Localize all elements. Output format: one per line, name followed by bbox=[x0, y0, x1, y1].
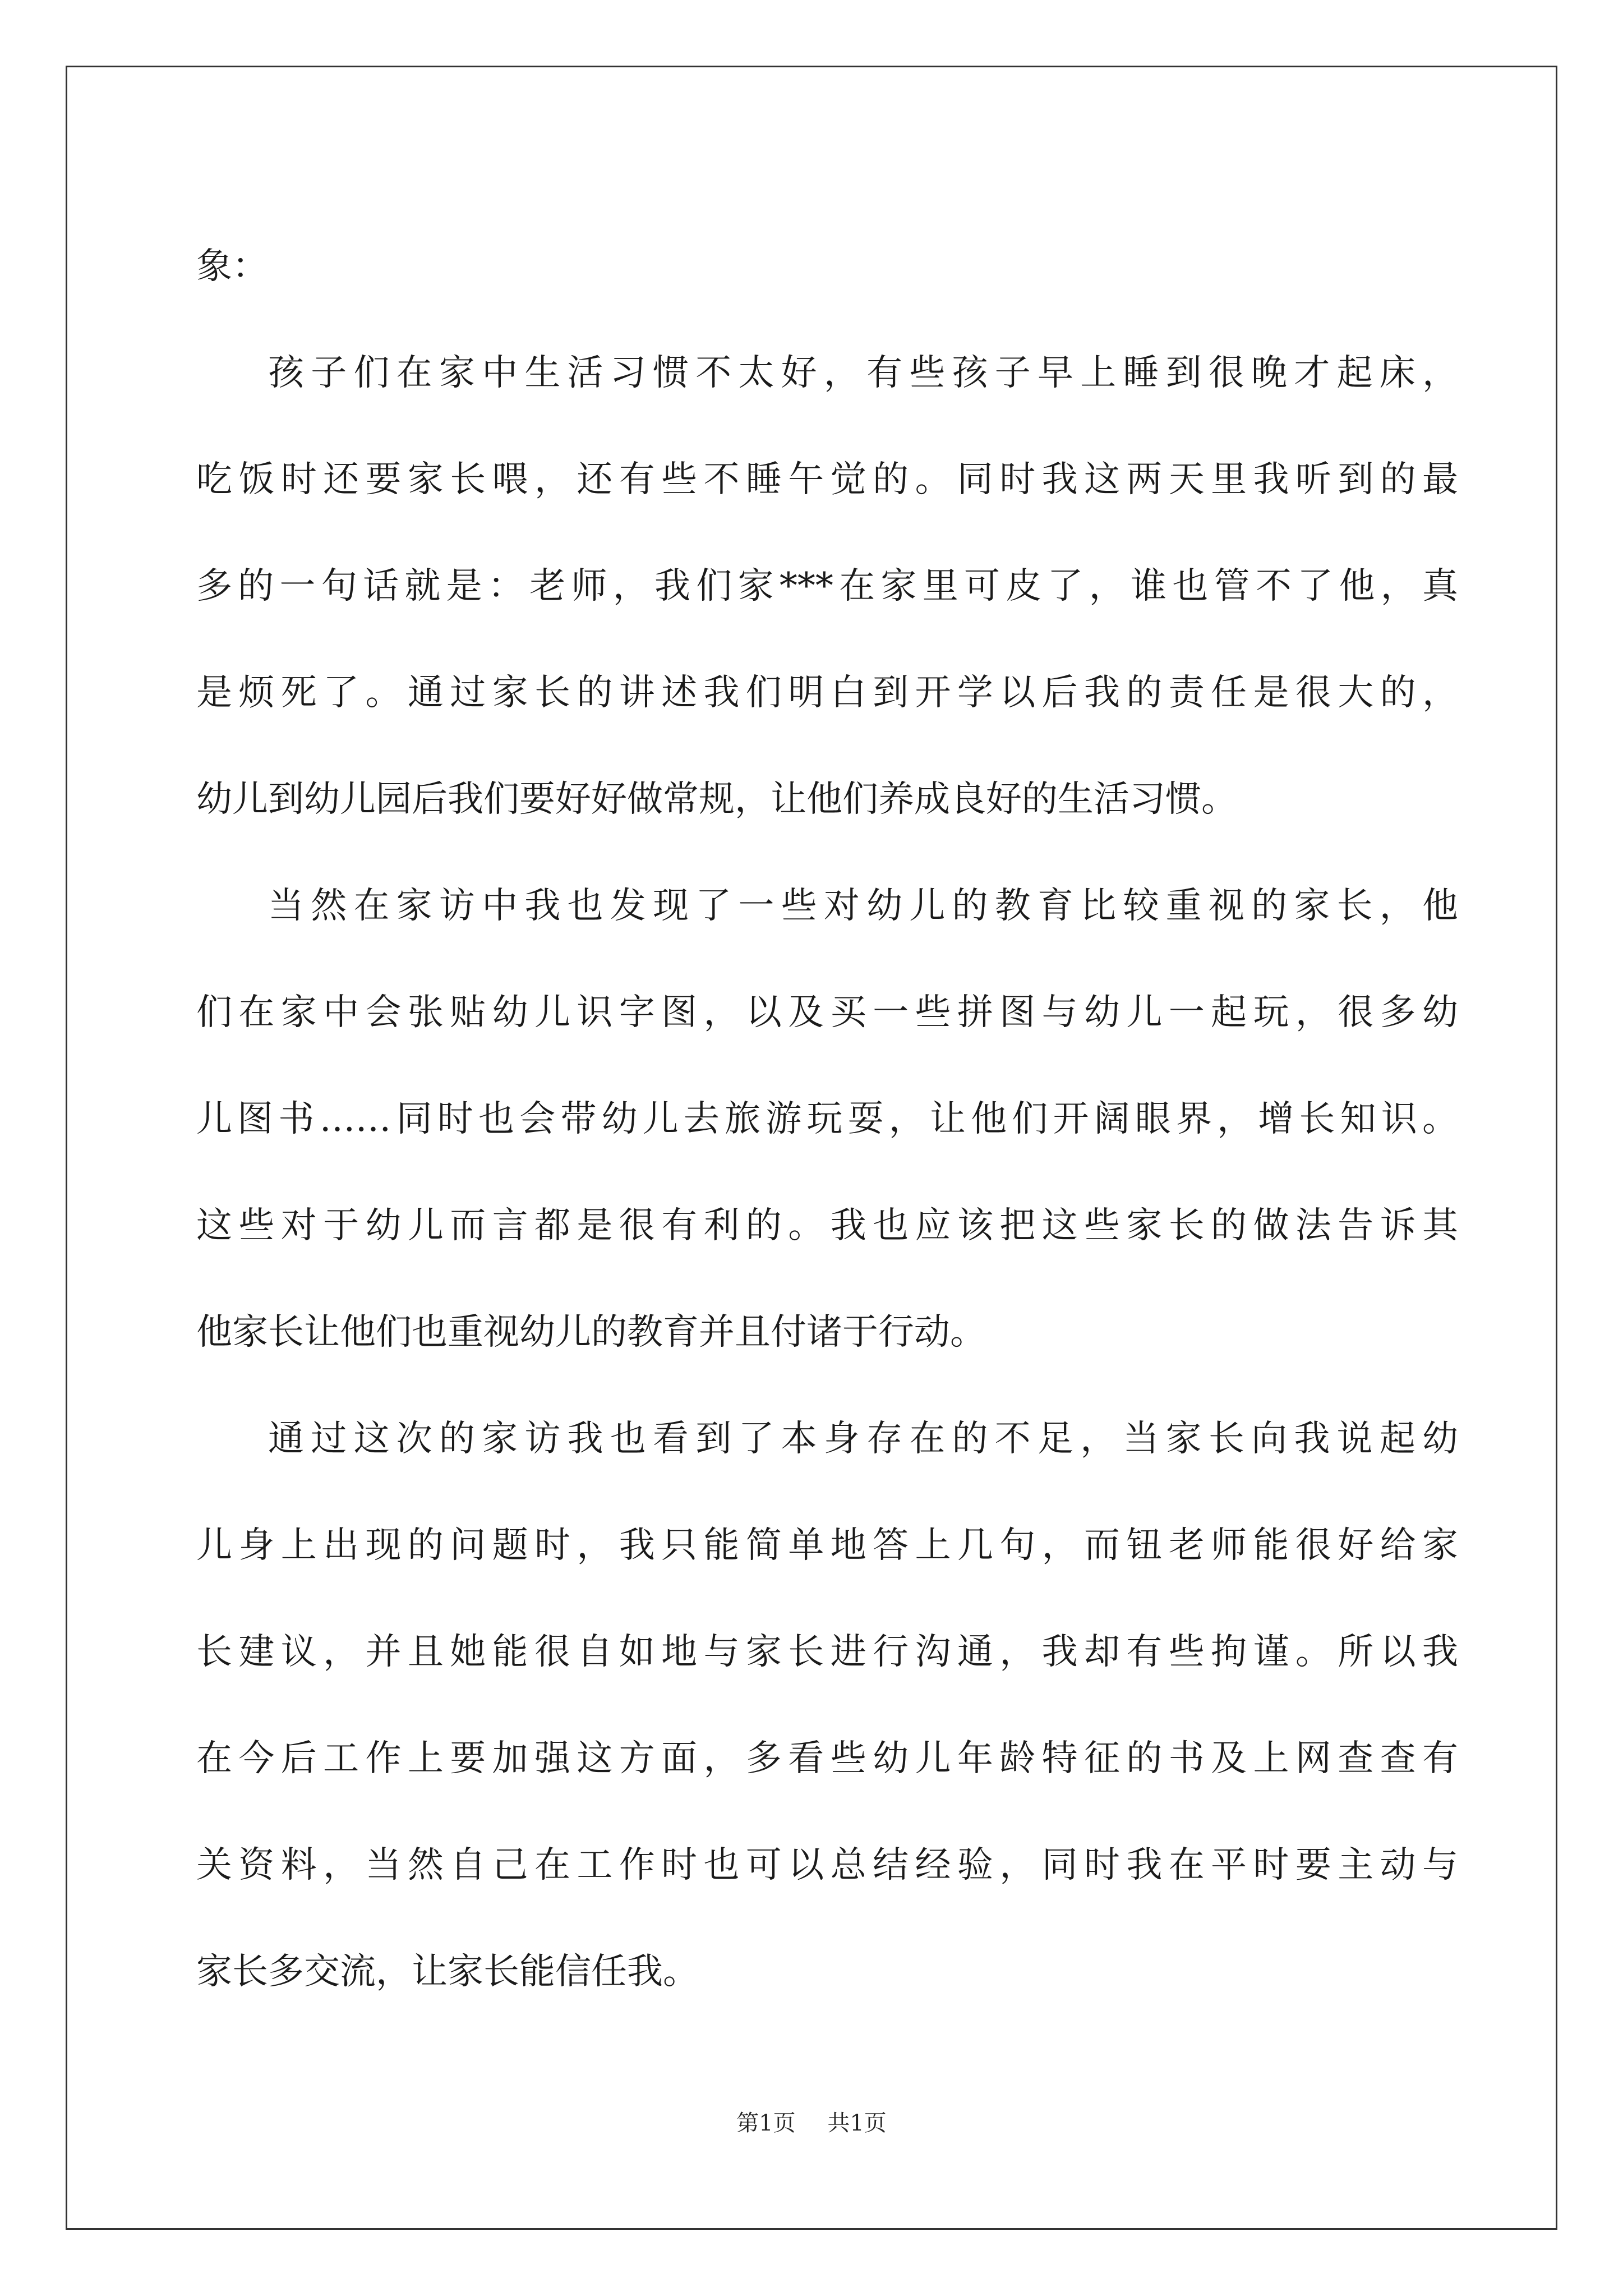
text-line: 是烦死了。通过家长的讲述我们明白到开学以后我的责任是很大的， bbox=[196, 672, 1458, 714]
text-line: 们在家中会张贴幼儿识字图，以及买一些拼图与幼儿一起玩，很多幼 bbox=[196, 992, 1458, 1033]
text-line: 象： bbox=[196, 246, 268, 287]
text-line: 通过这次的家访我也看到了本身存在的不足，当家长向我说起幼 bbox=[268, 1418, 1458, 1460]
document-body bbox=[196, 213, 1458, 2025]
page-footer bbox=[0, 2109, 1623, 2137]
text-line: 这些对于幼儿而言都是很有利的。我也应该把这些家长的做法告诉其 bbox=[196, 1205, 1458, 1246]
text-line: 关资料，当然自己在工作时也可以总结经验，同时我在平时要主动与 bbox=[196, 1844, 1458, 1886]
text-line: 长建议，并且她能很自如地与家长进行沟通，我却有些拘谨。所以我 bbox=[196, 1631, 1458, 1673]
text-line: 儿身上出现的问题时，我只能简单地答上几句，而钮老师能很好给家 bbox=[196, 1525, 1458, 1566]
text-line: 儿图书……同时也会带幼儿去旅游玩耍，让他们开阔眼界，增长知识。 bbox=[196, 1098, 1458, 1140]
text-line: 吃饭时还要家长喂，还有些不睡午觉的。同时我这两天里我听到的最 bbox=[196, 459, 1458, 500]
text-line: 他家长让他们也重视幼儿的教育并且付诸于行动。 bbox=[196, 1312, 986, 1353]
text-line: 孩子们在家中生活习惯不太好，有些孩子早上睡到很晚才起床， bbox=[268, 352, 1458, 394]
page-number-total: 共1页 bbox=[827, 2110, 887, 2136]
text-line: 多的一句话就是：老师，我们家***在家里可皮了，谁也管不了他，真 bbox=[196, 565, 1458, 607]
page-number-current: 第1页 bbox=[736, 2110, 796, 2136]
text-line: 当然在家访中我也发现了一些对幼儿的教育比较重视的家长，他 bbox=[268, 885, 1458, 927]
text-line: 在今后工作上要加强这方面，多看些幼儿年龄特征的书及上网查查有 bbox=[196, 1738, 1458, 1779]
text-line: 幼儿到幼儿园后我们要好好做常规，让他们养成良好的生活习惯。 bbox=[196, 779, 1237, 820]
text-line: 家长多交流，让家长能信任我。 bbox=[196, 1951, 699, 1993]
